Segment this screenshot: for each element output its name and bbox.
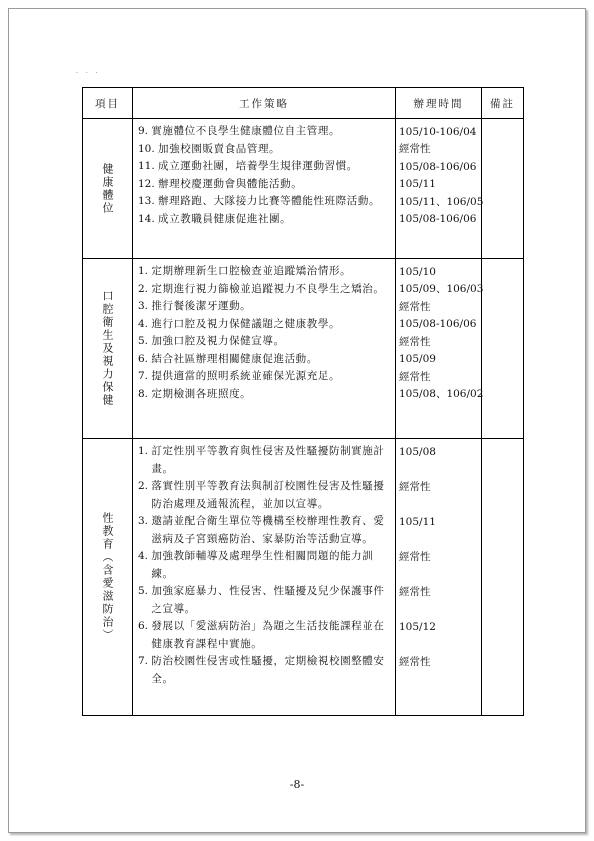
item-text: 定期檢測各班照度。: [151, 387, 252, 400]
item-time: 105/11、106/05: [399, 195, 484, 208]
strategy-item: [133, 333, 395, 351]
item-text: 落實性別平等教育法與制訂校園性侵害及性騷擾防治處理及通報流程，並加以宣導。: [151, 480, 385, 510]
item-text: 成立運動社團，培養學生規律運動習慣。: [158, 160, 358, 172]
strategy-item: [133, 316, 395, 334]
item-time: 105/09: [399, 353, 436, 365]
item-time: 經常性: [399, 655, 431, 668]
item-text: 成立教職員健康促進社團。: [158, 212, 292, 225]
item-text: 加強家庭暴力、性侵害、性騷擾及兒少保護事件之宣導。: [151, 585, 385, 615]
header-item: 項目: [83, 88, 133, 119]
category-cell: [83, 439, 133, 716]
item-text: 推行餐後潔牙運動。: [151, 300, 252, 312]
item-time: 105/10-106/04: [399, 125, 477, 138]
category-label: 健康體位: [101, 162, 114, 215]
note-cell: [482, 439, 524, 716]
item-time: 105/10: [399, 265, 436, 278]
item-text: 防治校園性侵害或性騷擾，定期檢視校園整體安全。: [151, 655, 385, 685]
strategy-item: [133, 548, 395, 583]
item-text: 發展以「愛滋病防治」為題之生活技能課程並在健康教育課程中實施。: [151, 620, 385, 650]
item-number: 3.: [138, 300, 149, 312]
item-text: 定期進行視力篩檢並追蹤視力不良學生之矯治。: [151, 282, 385, 295]
page-number: -8-: [289, 778, 305, 791]
item-text: 結合社區辦理相關健康促進活動。: [151, 352, 318, 365]
time-cell: [396, 119, 482, 259]
item-number: 12.: [138, 177, 155, 190]
item-number: 11.: [138, 160, 155, 172]
item-number: 5.: [138, 335, 149, 347]
item-time: 經常性: [399, 550, 431, 563]
strategy-item: [133, 281, 395, 299]
item-number: 9.: [138, 125, 149, 137]
item-text: 加強教師輔導及處理學生性相關問題的能力訓練。: [151, 550, 374, 580]
item-number: 4.: [138, 317, 149, 330]
header-strategy: 工作策略: [133, 88, 396, 119]
item-number: 7.: [138, 655, 149, 667]
section-row: [83, 259, 524, 439]
item-time: 105/11: [399, 515, 436, 528]
item-time: 經常性: [399, 335, 431, 348]
item-text: 加強校園販賣食品管理。: [158, 142, 281, 155]
item-number: 14.: [138, 212, 155, 225]
item-text: 提供適當的照明系統並確保光源充足。: [151, 370, 341, 382]
item-text: 訂定性別平等教育與性侵害及性騷擾防制實施計畫。: [151, 445, 385, 475]
item-number: 10.: [138, 142, 155, 155]
item-number: 6.: [138, 352, 149, 365]
category-cell: [83, 259, 133, 439]
strategy-item: [133, 368, 395, 386]
strategy-cell: [133, 439, 396, 716]
item-number: 1.: [138, 445, 149, 457]
strategy-cell: [133, 119, 396, 259]
item-text: 辦理校慶運動會與體能活動。: [158, 177, 303, 190]
section-row: [83, 439, 524, 716]
item-time: 105/08: [399, 445, 436, 458]
item-time: 經常性: [399, 480, 431, 493]
strategy-cell: [133, 259, 396, 439]
item-number: 3.: [138, 515, 149, 527]
item-number: 5.: [138, 585, 149, 597]
time-cell: [396, 439, 482, 716]
header-time: 辦理時間: [396, 88, 482, 119]
item-number: 13.: [138, 195, 155, 207]
item-time: 105/08-106/06: [399, 318, 477, 330]
header-note: 備註: [482, 88, 524, 119]
item-text: 實施體位不良學生健康體位自主管理。: [151, 125, 341, 137]
top-marks: · · ·: [76, 70, 101, 77]
section-row: [83, 119, 524, 259]
strategy-item: [133, 618, 395, 653]
strategy-item: [133, 176, 395, 194]
strategy-item: [133, 513, 395, 548]
item-number: 1.: [138, 265, 149, 277]
table-header-row: [83, 88, 524, 119]
time-cell: [396, 259, 482, 439]
item-number: 2.: [138, 282, 149, 295]
strategy-item: [133, 386, 395, 404]
strategy-item: [133, 193, 395, 211]
strategy-item: [133, 123, 395, 141]
strategy-item: [133, 351, 395, 369]
strategy-item: [133, 141, 395, 159]
strategy-item: [133, 653, 395, 688]
item-time: 經常性: [399, 585, 431, 598]
note-cell: [482, 259, 524, 439]
item-number: 7.: [138, 370, 149, 382]
item-text: 邀請並配合衛生單位等機構至校辦理性教育、愛滋病及子宮頸癌防治、家暴防治等活動宣導。: [151, 515, 385, 545]
item-text: 定期辦理新生口腔檢查並追蹤矯治情形。: [151, 265, 352, 277]
strategy-item: [133, 263, 395, 281]
item-number: 2.: [138, 480, 149, 492]
item-time: 經常性: [399, 143, 431, 155]
item-time: 105/08、106/02: [399, 388, 484, 400]
item-number: 8.: [138, 387, 149, 400]
category-label: 性教育（含愛滋防治）: [101, 512, 114, 642]
strategy-item: [133, 583, 395, 618]
item-number: 6.: [138, 620, 149, 632]
strategy-item: [133, 443, 395, 478]
item-text: 進行口腔及視力保健議題之健康教學。: [151, 317, 341, 330]
strategy-item: [133, 298, 395, 316]
item-time: 經常性: [399, 300, 431, 313]
item-text: 辦理路跑、大隊接力比賽等體能性班際活動。: [158, 195, 381, 207]
work-plan-table: [82, 87, 524, 716]
item-text: 加強口腔及視力保健宣導。: [151, 335, 285, 347]
category-label: 口腔衛生及視力保健: [101, 290, 114, 407]
strategy-item: [133, 158, 395, 176]
item-number: 4.: [138, 550, 149, 562]
strategy-item: [133, 211, 395, 229]
item-time: 105/11: [399, 178, 436, 190]
category-cell: [83, 119, 133, 259]
item-time: 105/08-106/06: [399, 213, 477, 225]
item-time: 經常性: [399, 370, 431, 383]
note-cell: [482, 119, 524, 259]
item-time: 105/09、106/03: [399, 283, 484, 295]
strategy-item: [133, 478, 395, 513]
item-time: 105/08-106/06: [399, 160, 477, 173]
item-time: 105/12: [399, 620, 436, 633]
